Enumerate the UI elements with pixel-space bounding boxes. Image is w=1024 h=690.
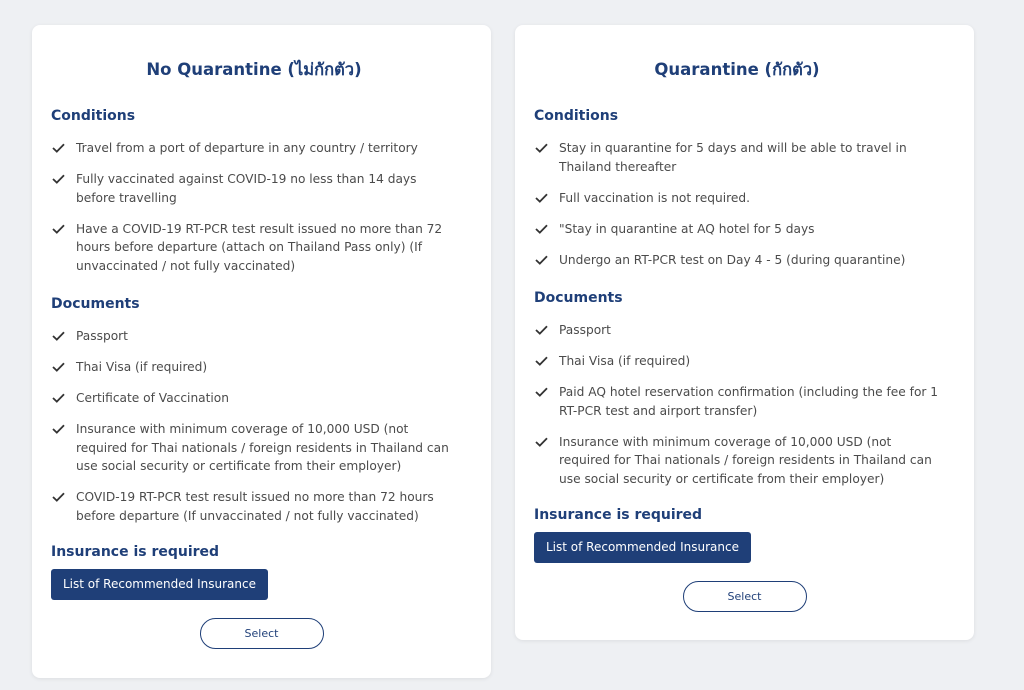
documents-heading: Documents <box>51 296 140 312</box>
list-item-text: Have a COVID-19 RT-PCR test result issued no more than 72 hours before departure (attach on Thailand Pass only) (If unvaccinated / not fully vaccinated) <box>76 221 443 273</box>
check-icon <box>535 325 548 335</box>
list-item <box>534 321 940 340</box>
list-item <box>534 251 940 270</box>
list-item-text: Travel from a port of departure in any country / territory <box>76 141 418 155</box>
select-wrap <box>51 618 457 649</box>
list-item <box>534 352 940 371</box>
list-item-text: COVID-19 RT-PCR test result issued no more than 72 hours before departure (If unvaccinated / not fully vaccinated) <box>76 490 434 523</box>
list-item <box>51 139 457 158</box>
list-item <box>51 170 457 207</box>
list-item-text: Thai Visa (if required) <box>559 354 691 368</box>
conditions-heading: Conditions <box>534 108 619 124</box>
check-icon <box>52 362 65 372</box>
list-item <box>534 433 940 489</box>
list-item <box>51 358 457 377</box>
insurance-heading: Insurance is required <box>534 507 703 523</box>
check-icon <box>535 143 548 153</box>
conditions-list <box>534 139 940 269</box>
list-item-text: "Stay in quarantine at AQ hotel for 5 days <box>559 221 815 236</box>
list-item <box>51 389 457 408</box>
list-item-text: Paid AQ hotel reservation confirmation (including the fee for 1 RT-PCR test and airport transfer) <box>559 385 939 418</box>
list-item <box>534 383 940 420</box>
check-icon <box>535 255 548 265</box>
check-icon <box>52 174 65 184</box>
list-item <box>534 220 940 239</box>
documents-list <box>534 321 940 488</box>
list-item-text: Passport <box>559 323 611 337</box>
list-item <box>534 189 940 208</box>
card-no-quarantine <box>32 25 491 678</box>
select-button[interactable]: Select <box>200 618 324 649</box>
list-item-text: Certificate of Vaccination <box>76 391 229 405</box>
list-item-text: Undergo an RT-PCR test on Day 4 - 5 (during quarantine) <box>559 252 906 267</box>
list-item-text: Passport <box>76 329 128 343</box>
check-icon <box>535 224 548 234</box>
check-icon <box>52 224 65 234</box>
conditions-heading: Conditions <box>51 108 136 124</box>
recommended-insurance-button[interactable]: List of Recommended Insurance <box>51 569 268 600</box>
list-item-text: Fully vaccinated against COVID-19 no less than 14 days before travelling <box>76 172 417 205</box>
documents-heading: Documents <box>534 290 623 306</box>
list-item <box>51 420 457 476</box>
select-wrap <box>534 581 940 612</box>
check-icon <box>535 356 548 366</box>
conditions-list <box>51 139 457 275</box>
list-item <box>534 139 940 176</box>
card-title: Quarantine (กักตัว) <box>654 60 820 79</box>
list-item-text: Stay in quarantine for 5 days and will be able to travel in Thailand thereafter <box>559 141 907 174</box>
list-item <box>51 327 457 346</box>
check-icon <box>52 331 65 341</box>
card-quarantine <box>515 25 974 640</box>
check-icon <box>52 492 65 502</box>
list-item-text: Insurance with minimum coverage of 10,000 USD (not required for Thai nationals / foreign residents in Thailand can use social security or certificate from their employer) <box>76 422 449 473</box>
documents-list <box>51 327 457 525</box>
check-icon <box>535 387 548 397</box>
list-item <box>51 488 457 525</box>
check-icon <box>52 143 65 153</box>
list-item-text: Insurance with minimum coverage of 10,000 USD (not required for Thai nationals / foreign residents in Thailand can use social security or certificate from their employer) <box>559 434 932 486</box>
list-item <box>51 220 457 276</box>
select-button[interactable]: Select <box>683 581 807 612</box>
check-icon <box>535 193 548 203</box>
recommended-insurance-button[interactable]: List of Recommended Insurance <box>534 532 751 563</box>
check-icon <box>535 437 548 447</box>
list-item-text: Thai Visa (if required) <box>76 360 208 374</box>
card-title: No Quarantine (ไม่กักตัว) <box>146 60 362 79</box>
check-icon <box>52 424 65 434</box>
check-icon <box>52 393 65 403</box>
list-item-text: Full vaccination is not required. <box>559 190 750 205</box>
insurance-heading: Insurance is required <box>51 544 220 560</box>
